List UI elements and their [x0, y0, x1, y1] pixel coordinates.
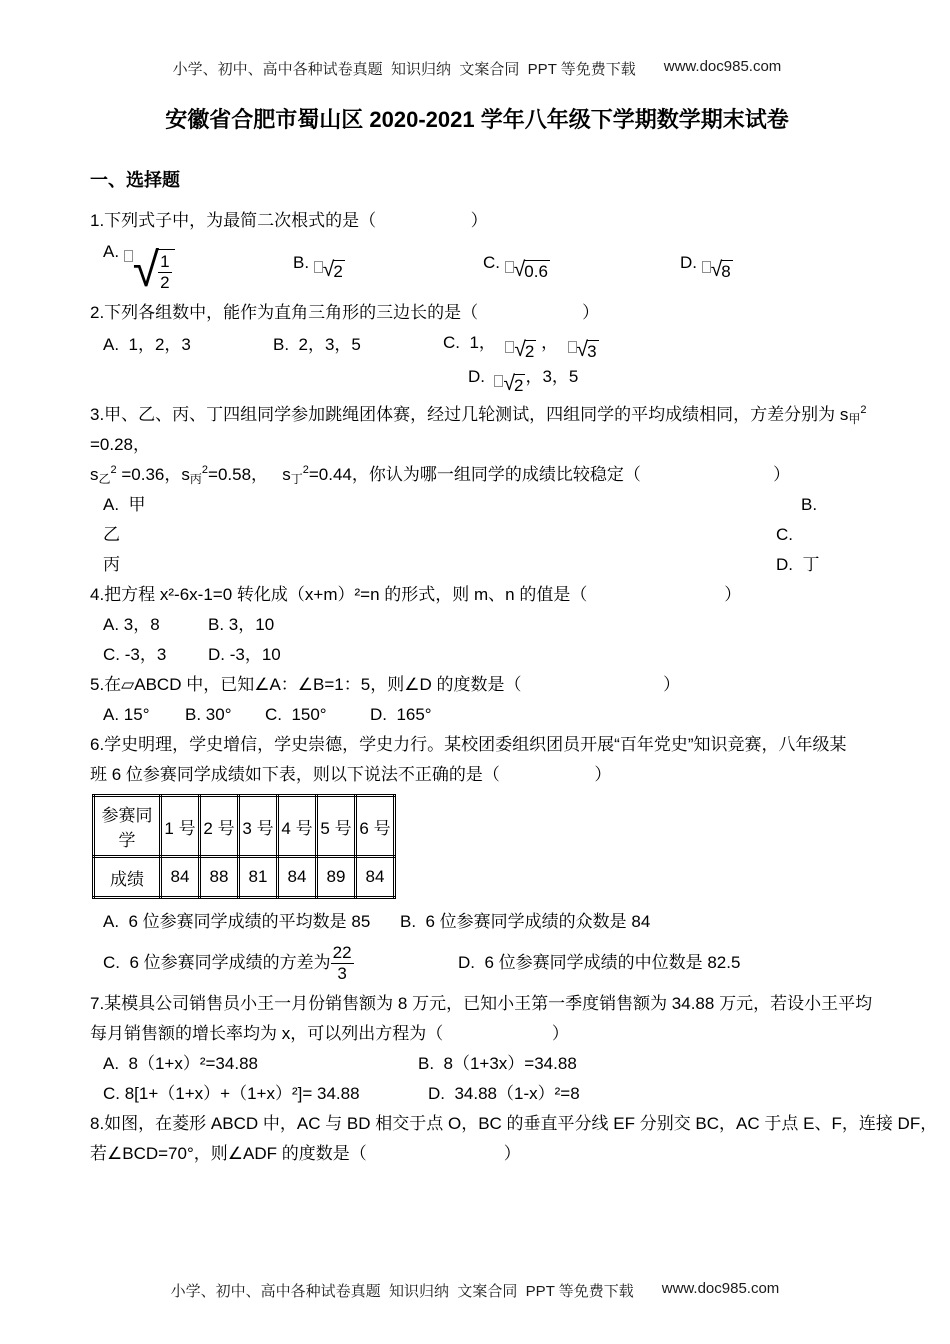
- q3-option-a: A. 甲: [103, 495, 146, 514]
- q7-options-row1: [90, 1049, 864, 1079]
- radicand: 3: [587, 342, 597, 361]
- radical: [505, 340, 536, 362]
- q4-stem: 4.把方程 x²-6x-1=0 转化成（x+m）²=n 的形式，则 m、n 的值是（ ）: [90, 585, 742, 604]
- q3-options-row1: [90, 490, 864, 520]
- q5-option-a: A. 15°: [103, 705, 150, 724]
- q4-option-c: C. -3，3: [103, 645, 167, 664]
- fraction-numerator: 1: [160, 252, 170, 271]
- q4-options-row1: [90, 610, 864, 640]
- q4-options-row2: [90, 640, 864, 670]
- table-score-5: 89: [317, 857, 356, 898]
- q1-option-b: B. √ 2: [293, 253, 343, 281]
- q6-score-table: [92, 794, 396, 899]
- q1-option-c: C. √ 0.6: [483, 253, 548, 281]
- q3-option-c-text: 丙: [103, 555, 120, 574]
- radical-sign-icon: √: [132, 244, 160, 297]
- radical-box-icon: [314, 261, 323, 273]
- question-8: [90, 1109, 938, 1169]
- section-heading: 一、选择题: [90, 170, 180, 190]
- header-url: www.doc985.com: [663, 58, 782, 75]
- radical-sign-icon: √: [513, 258, 526, 281]
- radicand: 2: [333, 262, 343, 281]
- fraction-numerator: 22: [332, 942, 352, 962]
- q6-option-d: D. 6 位参赛同学成绩的中位数是 82.5: [458, 953, 741, 972]
- q7-option-c: C. 8[1+（1+x）+（1+x）²]= 34.88: [103, 1084, 360, 1103]
- question-3: [90, 400, 867, 580]
- q4-option-b: B. 3，10: [208, 615, 275, 634]
- q2-stem: 2.下列各组数中，能作为直角三角形的三边长的是（ ）: [90, 303, 600, 322]
- q3-option-b-label: B.: [801, 495, 818, 514]
- radical-box-icon: [124, 250, 133, 262]
- header-text: 小学、初中、高中各种试卷真题 知识归纳 文案合同 PPT 等免费下载: [172, 61, 636, 78]
- q4-option-a: A. 3，8: [103, 615, 160, 634]
- radical-sign-icon: √: [322, 258, 335, 281]
- radical: [124, 244, 175, 297]
- q1-stem: 1.下列式子中，为最简二次根式的是（ ）: [90, 211, 488, 230]
- question-4: [90, 580, 864, 670]
- q3-option-c-label: C.: [776, 525, 793, 544]
- exam-title: 安徽省合肥市蜀山区 2020-2021 学年八年级下学期数学期末试卷: [165, 107, 789, 132]
- radicand: [158, 249, 174, 293]
- q7-option-d: D. 34.88（1-x）²=8: [428, 1084, 580, 1103]
- q3-stem-line1: 3.甲、乙、丙、丁四组同学参加跳绳团体赛，经过几轮测试，四组同学的平均成绩相同，方差分别为 s甲$^2$: [90, 404, 867, 426]
- radical: [505, 260, 550, 282]
- q8-stem-line2: 若∠BCD=70°，则∠ADF 的度数是（ ）: [90, 1144, 521, 1163]
- table-score-label: 成绩: [94, 857, 161, 898]
- table-score-row: [94, 857, 395, 898]
- q5-stem: 5.在▱ABCD 中，已知∠A：∠B=1：5，则∠D 的度数是（ ）: [90, 675, 681, 694]
- q1-option-a: A. √ $\frac{1}{2}$: [103, 237, 293, 293]
- subscript: 丙: [189, 472, 202, 486]
- q2-option-a: A. 1，2，3: [103, 335, 191, 354]
- q3-options-row3: [90, 550, 864, 580]
- q7-options-row2: [90, 1079, 864, 1109]
- q6-options-row2: [90, 937, 864, 989]
- radicand: 2: [524, 342, 535, 361]
- table-header-no2: 2 号: [200, 796, 239, 857]
- radical-sign-icon: √: [514, 338, 526, 361]
- superscript: 2: [201, 464, 209, 476]
- subscript: 甲: [848, 412, 861, 426]
- q7-option-a: A. 8（1+x）²=34.88: [103, 1054, 258, 1073]
- q2-option-d: D. √ 2 ，3，5: [468, 367, 579, 395]
- q2-option-c: C. 1， √ 2 ， √ 3: [443, 333, 597, 361]
- q1-option-d: D. √ 8: [680, 253, 731, 281]
- footer-text: 小学、初中、高中各种试卷真题 知识归纳 文案合同 PPT 等免费下载: [170, 1283, 634, 1300]
- q3-option-d: D. 丁: [776, 555, 820, 574]
- q6-options-row1: [90, 907, 864, 937]
- radicand: 2: [513, 376, 524, 395]
- q5-option-c: C. 150°: [265, 705, 327, 724]
- table-score-1: 84: [161, 857, 200, 898]
- subscript: 乙: [98, 472, 111, 486]
- q3-stem-line2: =0.28，: [90, 435, 151, 454]
- question-2: [90, 298, 864, 396]
- radical-box-icon: [505, 341, 514, 353]
- table-score-3: 81: [239, 857, 278, 898]
- radical-sign-icon: √: [710, 258, 723, 281]
- subscript: 丁: [290, 472, 303, 486]
- radicand: 0.6: [524, 262, 548, 281]
- table-score-2: 88: [200, 857, 239, 898]
- radical-box-icon: [702, 261, 711, 273]
- fraction-denominator: 2: [160, 273, 170, 292]
- footer-url: www.doc985.com: [661, 1280, 780, 1297]
- q7-option-b: B. 8（1+3x）=34.88: [418, 1054, 577, 1073]
- fraction: [158, 252, 171, 293]
- q2-options-row2: [90, 362, 864, 396]
- radical: [494, 374, 525, 396]
- question-6: [90, 730, 864, 989]
- radical: [568, 340, 599, 362]
- q8-stem-line1: 8.如图，在菱形 ABCD 中，AC 与 BD 相交于点 O，BC 的垂直平分线 EF 分别交 BC，AC 于点 E、F，连接 DF，: [90, 1114, 938, 1133]
- radical-box-icon: [494, 375, 503, 387]
- radical: [702, 260, 733, 282]
- q2-option-b: B. 2，3，5: [273, 335, 361, 354]
- q3-stem-line3: s乙$^2$ =0.36，s丙$^2$=0.58， s丁$^2$=0.44，你认为哪一组同学的成绩比较稳定（ ）: [90, 464, 791, 486]
- table-header-no4: 4 号: [278, 796, 317, 857]
- q4-option-d: D. -3，10: [208, 645, 281, 664]
- q6-option-a: A. 6 位参赛同学成绩的平均数是 85: [103, 912, 371, 931]
- radical: [314, 260, 345, 282]
- q7-stem-line2: 每月销售额的增长率均为 x，可以列出方程为（ ）: [90, 1024, 569, 1043]
- table-score-4: 84: [278, 857, 317, 898]
- radical-sign-icon: √: [576, 338, 589, 361]
- q3-option-b-text: 乙: [103, 525, 120, 544]
- superscript: 2: [302, 464, 309, 476]
- q6-stem-line2: 班 6 位参赛同学成绩如下表，则以下说法不正确的是（ ）: [90, 765, 612, 784]
- radical-box-icon: [568, 341, 577, 353]
- question-1: [90, 206, 864, 297]
- q6-stem-line1: 6.学史明理，学史增信，学史崇德，学史力行。某校团委组织团员开展“百年党史”知识竞赛，八年级某: [90, 735, 847, 754]
- q6-option-b: B. 6 位参赛同学成绩的众数是 84: [400, 912, 651, 931]
- question-5: [90, 670, 864, 730]
- table-header-no3: 3 号: [239, 796, 278, 857]
- table-header-no6: 6 号: [356, 796, 395, 857]
- table-header-row: [94, 796, 395, 857]
- superscript: 2: [860, 404, 867, 416]
- superscript: 2: [110, 464, 117, 476]
- page-footer: [0, 1280, 950, 1301]
- question-7: [90, 989, 873, 1109]
- q1-options: [90, 236, 864, 297]
- radical-sign-icon: √: [503, 372, 515, 395]
- radical-box-icon: [505, 261, 514, 273]
- q6-option-c: C. 6 位参赛同学成绩的方差为 $\frac{22}{3}$: [103, 942, 352, 983]
- q5-option-d: D. 165°: [370, 705, 432, 724]
- q3-options-row2: [90, 520, 864, 550]
- page-header: [90, 58, 864, 79]
- q5-option-b: B. 30°: [185, 705, 232, 724]
- fraction: [331, 943, 354, 984]
- q7-stem-line1: 7.某模具公司销售员小王一月份销售额为 8 万元，已知小王第一季度销售额为 34.88 万元，若设小王平均: [90, 994, 873, 1013]
- table-header-no5: 5 号: [317, 796, 356, 857]
- fraction-denominator: 3: [337, 963, 347, 983]
- radicand: 8: [721, 262, 731, 281]
- table-header-no1: 1 号: [161, 796, 200, 857]
- table-header-participant: 参赛同学: [94, 796, 161, 857]
- q2-options-row1: [90, 328, 864, 362]
- q5-options: [90, 700, 864, 730]
- table-score-6: 84: [356, 857, 395, 898]
